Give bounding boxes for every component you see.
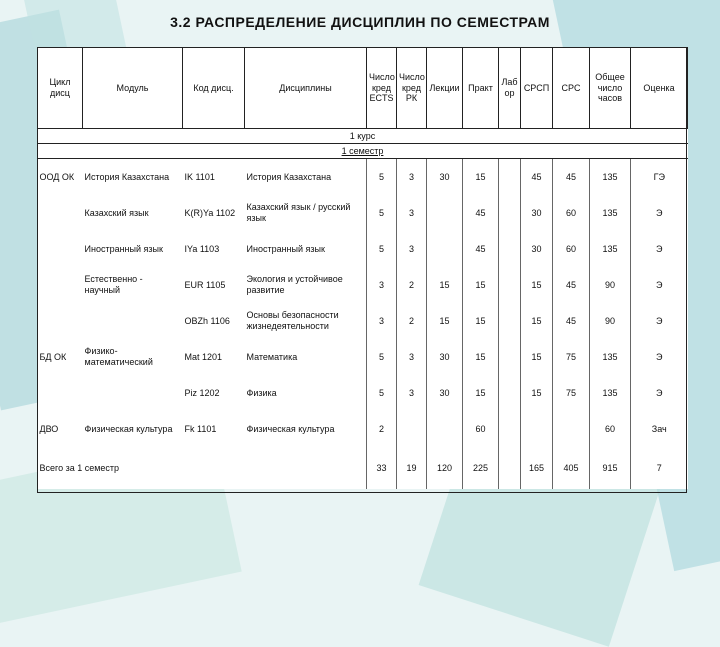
slide-title: 3.2 РАСПРЕДЕЛЕНИЕ ДИСЦИПЛИН ПО СЕМЕСТРАМ	[170, 14, 550, 30]
cell-srsp	[521, 411, 553, 447]
cell-lectures: 30	[427, 375, 463, 411]
table-row	[38, 375, 688, 411]
table-row	[38, 159, 688, 196]
table-row	[38, 267, 688, 303]
cell-practice: 15	[463, 375, 499, 411]
cell-code: Mat 1201	[184, 351, 223, 362]
cell-srs: 45	[553, 267, 590, 303]
cell-practice: 15	[463, 339, 499, 375]
cell-rk	[397, 411, 427, 447]
table-row	[38, 195, 688, 231]
cell-srsp: 30	[521, 195, 553, 231]
header-cycle: Цикл дисц	[38, 48, 83, 129]
cell-module	[83, 375, 183, 411]
cell-srs: 45	[553, 303, 590, 339]
cell-srs: 45	[553, 159, 590, 196]
cell-code: IYa 1103	[184, 243, 220, 254]
cell-lectures	[427, 411, 463, 447]
cell-lectures	[427, 195, 463, 231]
cell-srs: 60	[553, 231, 590, 267]
cell-practice: 60	[463, 411, 499, 447]
cell-srsp: 15	[521, 375, 553, 411]
header-lab: Лаб ор	[499, 48, 521, 129]
header-total-hours: Общее число часов	[590, 48, 631, 129]
cell-code: Piz 1202	[184, 387, 220, 398]
cell-discipline: Иностранный язык	[246, 243, 325, 254]
cell-module: Естественно - научный	[84, 274, 143, 295]
cell-rk: 2	[397, 267, 427, 303]
cell-rk: 3	[397, 159, 427, 196]
cell-srs: 75	[553, 375, 590, 411]
header-module: Модуль	[83, 48, 183, 129]
cell-practice: 15	[463, 267, 499, 303]
cell-srsp: 30	[521, 231, 553, 267]
totals-total-hours: 915	[590, 447, 631, 489]
cell-total-hours: 60	[590, 411, 631, 447]
cell-srsp: 15	[521, 267, 553, 303]
cell-grade: Зач	[631, 411, 688, 447]
cell-code: EUR 1105	[184, 279, 226, 290]
cell-practice: 15	[463, 159, 499, 196]
table-row	[38, 303, 688, 339]
cell-ects: 5	[367, 195, 397, 231]
header-srsp: СРСП	[521, 48, 553, 129]
totals-lectures: 120	[427, 447, 463, 489]
cell-lab	[499, 267, 521, 303]
cell-module: Физическая культура	[84, 423, 173, 434]
cell-discipline: Физическая культура	[246, 423, 335, 434]
cell-module: Казахский язык	[84, 207, 149, 218]
cell-rk: 3	[397, 195, 427, 231]
cell-total-hours: 90	[590, 303, 631, 339]
totals-srs: 405	[553, 447, 590, 489]
cell-srsp: 45	[521, 159, 553, 196]
header-discipline: Дисциплины	[245, 48, 367, 129]
totals-rk: 19	[397, 447, 427, 489]
cell-lab	[499, 339, 521, 375]
cell-total-hours: 135	[590, 159, 631, 196]
semester-label: 1 семестр	[341, 145, 384, 156]
cell-ects: 5	[367, 159, 397, 196]
cell-module: История Казахстана	[84, 171, 170, 182]
totals-practice: 225	[463, 447, 499, 489]
cell-practice: 45	[463, 231, 499, 267]
cell-total-hours: 90	[590, 267, 631, 303]
header-grade: Оценка	[631, 48, 688, 129]
cell-srs: 75	[553, 339, 590, 375]
cell-total-hours: 135	[590, 195, 631, 231]
cell-cycle	[38, 195, 83, 231]
cell-cycle: ДВО	[39, 423, 59, 434]
cell-grade: Э	[631, 195, 688, 231]
cell-cycle	[38, 231, 83, 267]
cell-grade: Э	[631, 339, 688, 375]
cell-code: OBZh 1106	[184, 315, 230, 326]
cell-cycle	[38, 375, 83, 411]
cell-code: Fk 1101	[184, 423, 217, 434]
cell-grade: Э	[631, 231, 688, 267]
semester-table	[37, 47, 688, 489]
cell-lab	[499, 303, 521, 339]
cell-grade: Э	[631, 303, 688, 339]
header-code: Код дисц.	[183, 48, 245, 129]
cell-total-hours: 135	[590, 375, 631, 411]
cell-module: Иностранный язык	[84, 243, 163, 254]
cell-discipline: Математика	[246, 351, 298, 362]
header-practice: Практ	[463, 48, 499, 129]
totals-ects: 33	[367, 447, 397, 489]
table-row	[38, 339, 688, 375]
table-row	[38, 231, 688, 267]
cell-module	[83, 303, 183, 339]
cell-discipline: Основы безопасности жизнедеятельности	[246, 310, 339, 331]
cell-lectures: 30	[427, 159, 463, 196]
cell-lab	[499, 159, 521, 196]
cell-total-hours: 135	[590, 339, 631, 375]
cell-srsp: 15	[521, 303, 553, 339]
cell-cycle	[38, 267, 83, 303]
header-srs: СРС	[553, 48, 590, 129]
cell-discipline: Физика	[246, 387, 277, 398]
cell-rk: 3	[397, 339, 427, 375]
cell-cycle	[38, 303, 83, 339]
cell-ects: 2	[367, 411, 397, 447]
totals-grade: 7	[631, 447, 688, 489]
cell-lab	[499, 195, 521, 231]
cell-srs	[553, 411, 590, 447]
totals-lab	[499, 447, 521, 489]
totals-row	[38, 447, 688, 489]
cell-grade: Э	[631, 375, 688, 411]
cell-discipline: История Казахстана	[246, 171, 332, 182]
cell-ects: 5	[367, 231, 397, 267]
cell-lectures: 15	[427, 303, 463, 339]
header-rk: Число кред РК	[397, 48, 427, 129]
cell-rk: 2	[397, 303, 427, 339]
cell-ects: 5	[367, 339, 397, 375]
cell-grade: ГЭ	[631, 159, 688, 196]
cell-practice: 45	[463, 195, 499, 231]
cell-code: IK 1101	[184, 171, 215, 182]
cell-discipline: Экология и устойчивое развитие	[246, 274, 343, 295]
header-row	[38, 48, 688, 129]
cell-rk: 3	[397, 231, 427, 267]
cell-cycle: БД ОК	[39, 351, 67, 362]
cell-cycle: ООД ОК	[39, 171, 75, 182]
cell-practice: 15	[463, 303, 499, 339]
cell-lectures: 30	[427, 339, 463, 375]
header-ects: Число кред ECTS	[367, 48, 397, 129]
course-row	[38, 129, 688, 144]
cell-srsp: 15	[521, 339, 553, 375]
cell-rk: 3	[397, 375, 427, 411]
totals-label: Всего за 1 семестр	[39, 462, 120, 473]
cell-ects: 3	[367, 267, 397, 303]
cell-code: K(R)Ya 1102	[184, 207, 236, 218]
cell-srs: 60	[553, 195, 590, 231]
cell-lectures	[427, 231, 463, 267]
course-label: 1 курс	[38, 129, 688, 144]
cell-total-hours: 135	[590, 231, 631, 267]
cell-lab	[499, 375, 521, 411]
cell-lectures: 15	[427, 267, 463, 303]
semester-row	[38, 144, 688, 159]
cell-grade: Э	[631, 267, 688, 303]
table-row	[38, 411, 688, 447]
totals-srsp: 165	[521, 447, 553, 489]
header-lectures: Лекции	[427, 48, 463, 129]
cell-ects: 3	[367, 303, 397, 339]
cell-module: Физико-математический	[84, 346, 153, 367]
cell-lab	[499, 231, 521, 267]
cell-lab	[499, 411, 521, 447]
cell-ects: 5	[367, 375, 397, 411]
cell-discipline: Казахский язык / русский язык	[246, 202, 351, 223]
